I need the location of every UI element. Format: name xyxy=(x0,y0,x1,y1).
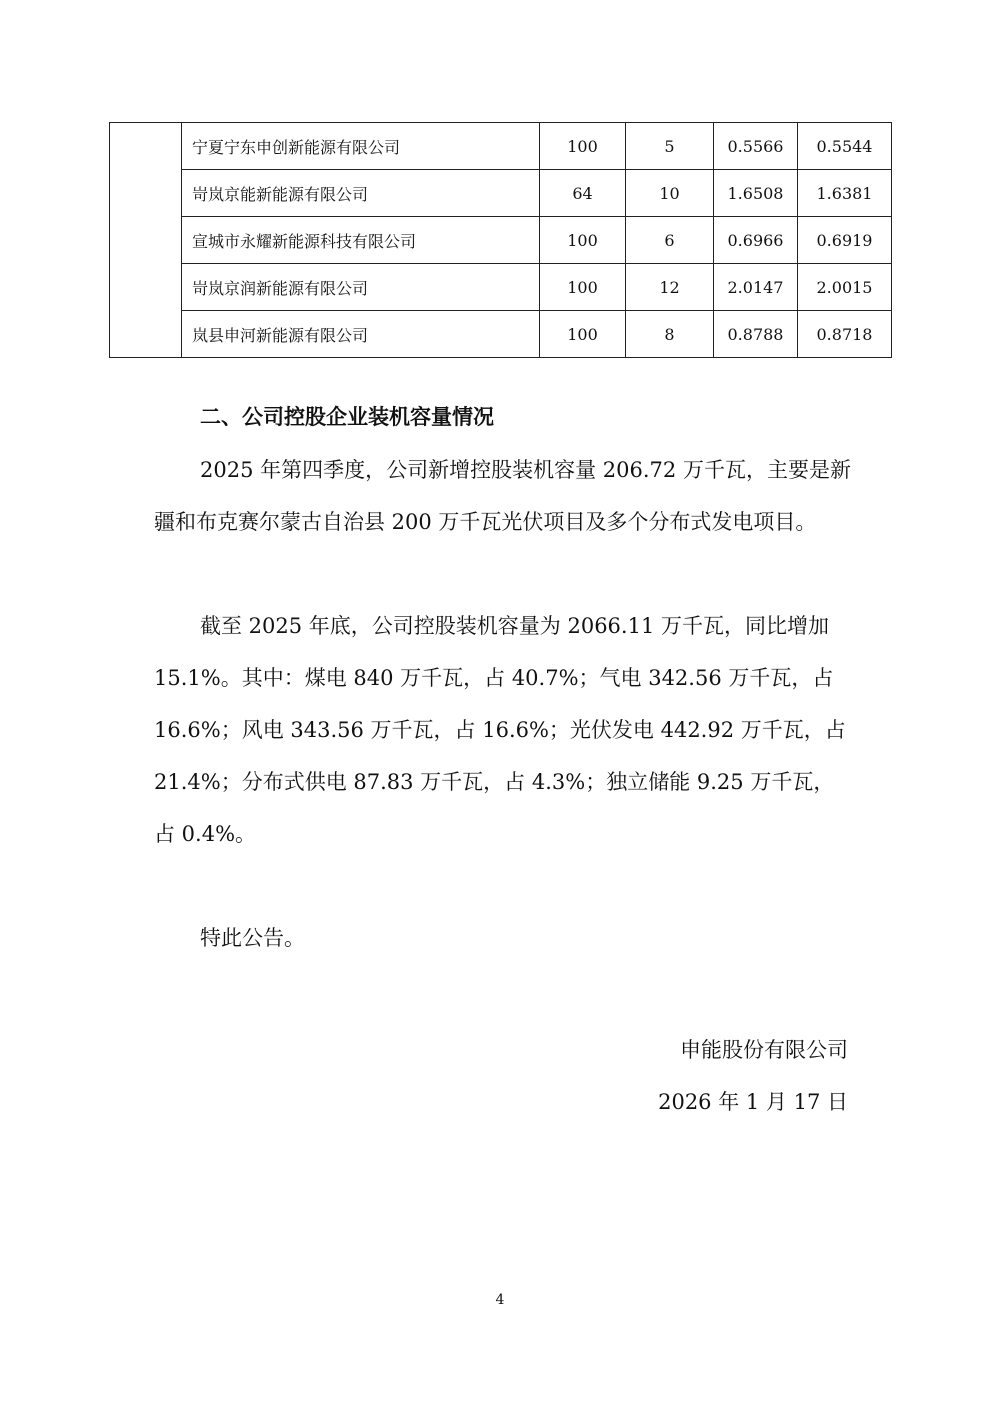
share-cell: 100 xyxy=(540,123,626,170)
year-end-capacity-paragraph: 截至 2025 年底，公司控股装机容量为 2066.11 万千瓦，同比增加 15.1%。其中：煤电 840 万千瓦，占 40.7%；气电 342.56 万千瓦，占 16.6%；风电 343.56 万千瓦，占 16.6%；光伏发电 442.92 万千瓦，占 21.4%；分布式供电 87.83 万千瓦，占 4.3%；独立储能 9.25 万千瓦，占 0.4%。 xyxy=(154,614,846,846)
generation-cell: 0.8788 xyxy=(714,311,798,358)
signature-company: 申能股份有限公司 xyxy=(680,1038,848,1062)
generation-cell: 0.5566 xyxy=(714,123,798,170)
company-name-cell: 宣城市永耀新能源科技有限公司 xyxy=(182,217,540,264)
capacity-cell: 6 xyxy=(626,217,714,264)
company-name-cell: 岚县申河新能源有限公司 xyxy=(182,311,540,358)
share-cell: 100 xyxy=(540,217,626,264)
subsidiary-table xyxy=(109,122,892,358)
capacity-cell: 10 xyxy=(626,170,714,217)
group-cell xyxy=(110,123,182,358)
table-row xyxy=(110,311,892,358)
capacity-cell: 12 xyxy=(626,264,714,311)
generation-cell: 0.6966 xyxy=(714,217,798,264)
capacity-cell: 8 xyxy=(626,311,714,358)
section-heading: 二、公司控股企业装机容量情况 xyxy=(200,405,494,429)
online-cell: 0.8718 xyxy=(798,311,892,358)
page-number: 4 xyxy=(495,1292,505,1308)
table-row xyxy=(110,217,892,264)
signature-block xyxy=(658,1024,848,1128)
online-cell: 1.6381 xyxy=(798,170,892,217)
generation-cell: 2.0147 xyxy=(714,264,798,311)
subsidiary-table-container xyxy=(109,122,892,358)
signature-date: 2026 年 1 月 17 日 xyxy=(658,1090,848,1114)
table-row xyxy=(110,264,892,311)
generation-cell: 1.6508 xyxy=(714,170,798,217)
capacity-cell: 5 xyxy=(626,123,714,170)
online-cell: 0.5544 xyxy=(798,123,892,170)
company-name-cell: 岢岚京润新能源有限公司 xyxy=(182,264,540,311)
share-cell: 64 xyxy=(540,170,626,217)
share-cell: 100 xyxy=(540,264,626,311)
share-cell: 100 xyxy=(540,311,626,358)
company-name-cell: 宁夏宁东申创新能源有限公司 xyxy=(182,123,540,170)
online-cell: 2.0015 xyxy=(798,264,892,311)
q4-capacity-paragraph: 2025 年第四季度，公司新增控股装机容量 206.72 万千瓦，主要是新疆和布克赛尔蒙古自治县 200 万千瓦光伏项目及多个分布式发电项目。 xyxy=(154,458,851,534)
table-row xyxy=(110,170,892,217)
table-row xyxy=(110,123,892,170)
company-name-cell: 岢岚京能新能源有限公司 xyxy=(182,170,540,217)
closing-statement: 特此公告。 xyxy=(200,926,305,950)
online-cell: 0.6919 xyxy=(798,217,892,264)
